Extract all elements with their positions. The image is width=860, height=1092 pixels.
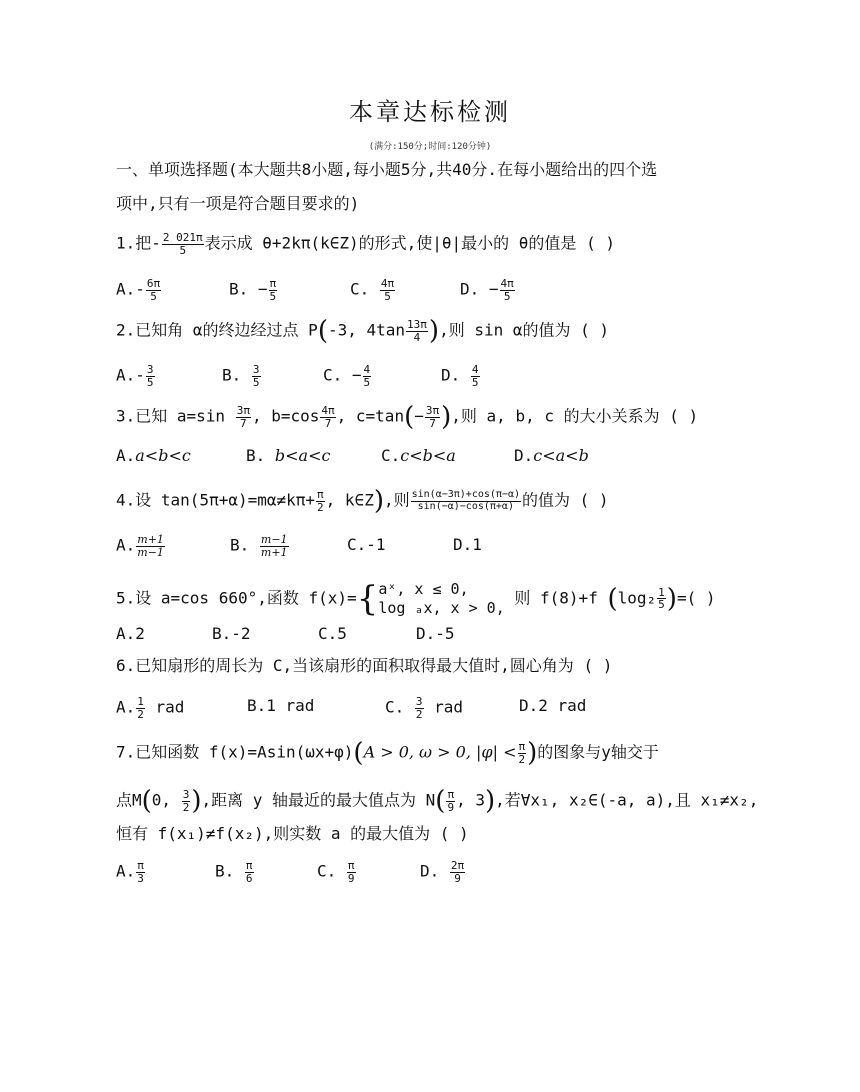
answer-bracket: ( )	[669, 406, 699, 426]
q1-option-b: B. − $\frac{\pi}{5}$	[229, 277, 277, 303]
q5-option-d: D.-5	[416, 624, 455, 643]
page-title: 本章达标检测	[349, 98, 511, 126]
q6-option-a: A. $\frac{1}{2}$ rad	[116, 695, 185, 721]
q1-option-d: D. − $\frac{4\pi}{5}$	[460, 277, 514, 303]
q7-option-c: C. $\frac{\pi}{9}$	[317, 859, 355, 885]
q2-option-b: B. $\frac{3}{5}$	[222, 363, 260, 389]
q4-option-d: D.1	[453, 535, 482, 554]
q5-option-a: A.2	[116, 624, 145, 643]
answer-bracket: )	[696, 588, 716, 608]
page-subtitle: (满分:150分;时间:120分钟)	[368, 142, 492, 152]
q2-option-d: D. $\frac{4}{5}$	[441, 363, 479, 389]
question-3-stem: 3.已知 a=sin $\frac{3\pi}{7}$ , b=cos $\frac{4\pi}{7}$ , c=tan(− $\frac{3\pi}{7}$ ),则 a, b, c 的大小关系为 ( )	[116, 402, 699, 432]
question-7-stem-line2: 点M(0, $\frac{3}{2}$ ),距离 y 轴最近的最大值点为 N( $\frac{\pi}{9}$ , 3),若∀x₁, x₂∈(-a, a),且 x₁≠x₂,	[116, 786, 759, 816]
q3-option-d: D.c<a<b	[514, 446, 589, 465]
answer-bracket: ( )	[586, 233, 615, 253]
question-4-stem: 4.设 tan(5π+α)=mα≠kπ+ $\frac{\pi}{2}$ , k∈Z),则 $\frac{\sin(\alpha-3\pi)+\cos(\pi-\alpha)}{\sin(-\alpha)-\cos(\pi+\alpha)}$ 的值为 ( )	[116, 486, 609, 516]
q4-option-b: B. $\frac{m-1}{m+1}$	[230, 533, 288, 559]
q2-option-c: C. − $\frac{4}{5}$	[323, 363, 371, 389]
q7-option-a: A. $\frac{\pi}{3}$	[116, 859, 144, 885]
q1-option-c: C. $\frac{4\pi}{5}$	[350, 277, 395, 303]
q3-option-a: A.a<b<c	[116, 446, 191, 465]
answer-bracket: ( )	[583, 656, 613, 675]
question-2-stem: 2.已知角 α的终边经过点 P(-3, 4tan $\frac{13\pi}{4}$ ),则 sin α的值为 ( )	[116, 316, 610, 346]
q7-option-d: D. $\frac{2\pi}{9}$	[420, 859, 465, 885]
q3-option-c: C.c<b<a	[381, 446, 456, 465]
q6-option-d: D.2 rad	[519, 696, 587, 715]
q6-option-c: C. $\frac{3}{2}$ rad	[385, 695, 464, 721]
section-heading-line2: 项中,只有一项是符合题目要求的)	[116, 194, 360, 213]
q7-option-b: B. $\frac{\pi}{6}$	[215, 859, 253, 885]
answer-bracket: ( )	[439, 824, 469, 843]
question-6-stem: 6.已知扇形的周长为 C,当该扇形的面积取得最大值时,圆心角为 ( )	[116, 656, 613, 675]
q5-option-b: B.-2	[212, 624, 251, 643]
q5-option-c: C.5	[318, 624, 347, 643]
answer-bracket: ( )	[579, 490, 609, 510]
question-7-stem-line3: 恒有 f(x₁)≠f(x₂),则实数 a 的最大值为 ( )	[116, 824, 469, 843]
q4-option-a: A. $\frac{m+1}{m-1}$	[116, 533, 164, 559]
q2-option-a: A.- $\frac{3}{5}$	[116, 363, 154, 389]
section-heading-line1: 一、单项选择题(本大题共8小题,每小题5分,共40分.在每小题给出的四个选	[116, 160, 658, 179]
q1-option-a: A.- $\frac{6\pi}{5}$	[116, 277, 161, 303]
fraction: $\frac{2 021\pi}{5}$	[162, 231, 203, 257]
q3-option-b: B. b<a<c	[246, 446, 331, 465]
answer-bracket: ( )	[580, 320, 610, 340]
q6-option-b: B.1 rad	[247, 696, 315, 715]
question-5-stem: 5.设 a=cos 660°,函数 f(x)={ aˣ, x ≤ 0, log ₐx, x > 0, 则 f(8)+f (log₂ $\frac{1}{5}$ )=( )	[116, 578, 716, 619]
question-1-stem: 1.把- $\frac{2 021\pi}{5}$ 表示成 θ+2kπ(k∈Z)的形式,使|θ|最小的 θ的值是 ( )	[116, 231, 615, 257]
q4-option-c: C.-1	[347, 535, 386, 554]
question-7-stem-line1: 7.已知函数 f(x)=Asin(ωx+φ)(A > 0, ω > 0, |φ| < $\frac{\pi}{2}$ )的图象与y轴交于	[116, 738, 659, 768]
